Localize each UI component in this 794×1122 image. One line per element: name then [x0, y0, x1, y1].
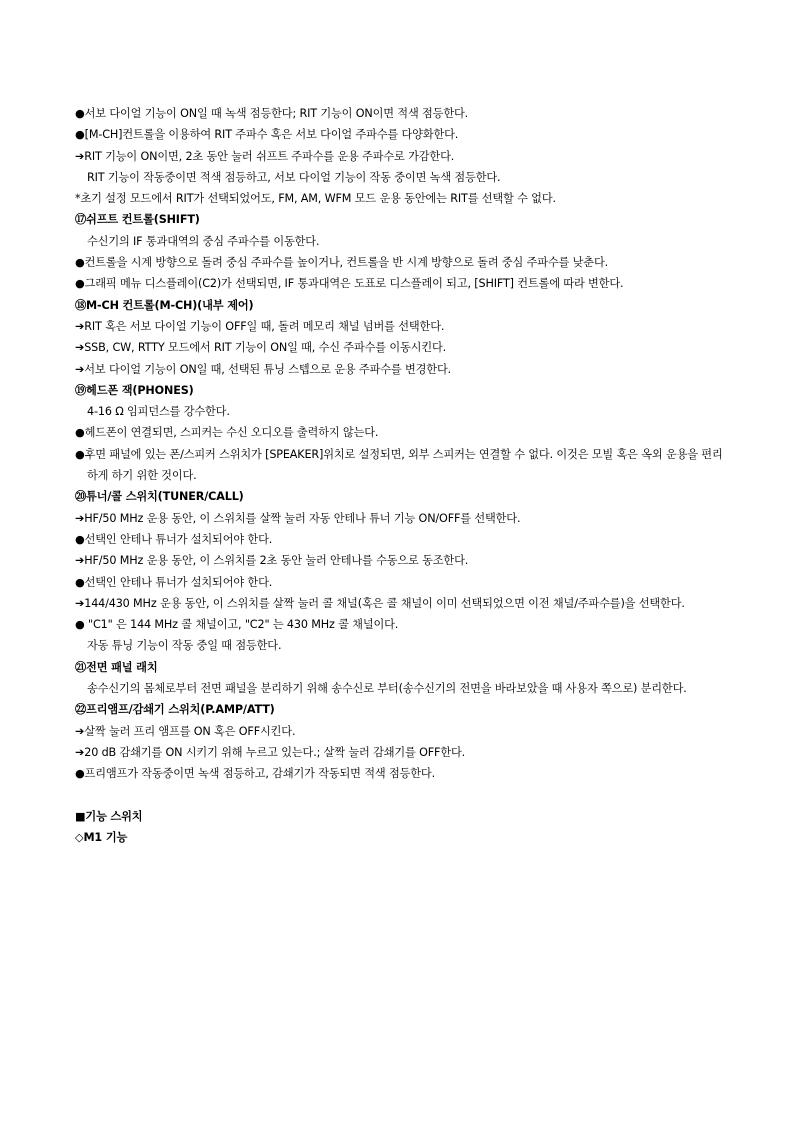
text-paragraph: 송수신기의 몸체로부터 전면 패널을 분리하기 위해 송수신로 부터(송수신기의 전면을 바라보았을 때 사용자 쪽으로) 분리한다. [87, 682, 687, 696]
text-paragraph: ●컨트롤을 시계 방향으로 돌려 중심 주파수를 높이거나, 컨트롤을 반 시계 방향으로 돌려 중심 주파수를 낮춘다. [75, 256, 609, 270]
section-heading-tuner-call: ⑳튜너/콜 스위치(TUNER/CALL) [75, 490, 244, 504]
text-line: ➔SSB, CW, RTTY 모드에서 RIT 기능이 ON일 때, 수신 주파수를 이동시킨다. [75, 341, 447, 355]
section-heading-front-panel-latch: ㉑전면 패널 래치 [75, 660, 158, 674]
text-line: *초기 설정 모드에서 RIT가 선택되었어도, FM, AM, WFM 모드 운용 동안에는 RIT를 선택할 수 없다. [75, 192, 556, 206]
text-line: ➔HF/50 MHz 운용 동안, 이 스위치를 2초 동안 눌러 안테나를 수동으로 동조한다. [75, 554, 469, 568]
subsection-heading-m1: ◇M1 기능 [75, 831, 128, 845]
text-line: 수신기의 IF 통과대역의 중심 주파수를 이동한다. [87, 234, 320, 248]
text-line: ➔RIT 기능이 ON이면, 2초 동안 눌러 쉬프트 주파수를 운용 주파수로 가감한다. [75, 149, 455, 163]
text-line: 자동 튜닝 기능이 작동 중일 때 점등한다. [87, 639, 282, 653]
text-line: ➔살짝 눌러 프리 앰프를 ON 혹은 OFF시킨다. [75, 724, 296, 738]
text-line: ➔HF/50 MHz 운용 동안, 이 스위치를 살짝 눌러 자동 안테나 튜너 기능 ON/OFF를 선택한다. [75, 511, 521, 525]
text-line: ➔20 dB 감쇄기를 ON 시키기 위해 누르고 있는다.; 살짝 눌러 감쇄기를 OFF한다. [75, 745, 466, 759]
text-line: ●[M-CH]컨트롤을 이용하여 RIT 주파수 혹은 서보 다이얼 주파수를 다양화한다. [75, 128, 459, 142]
text-line: 4-16 Ω 임피던스를 강수한다. [87, 405, 230, 419]
text-line: RIT 기능이 작동중이면 적색 점등하고, 서보 다이얼 기능이 작동 중이면 녹색 점등한다. [87, 170, 501, 184]
text-line: ●프리앰프가 작동중이면 녹색 점등하고, 감쇄기가 작동되면 적색 점등한다. [75, 767, 435, 781]
section-heading-preamp-att: ㉒프리앰프/감쇄기 스위치(P.AMP/ATT) [75, 703, 275, 717]
text-line: ● "C1" 은 144 MHz 콜 채널이고, "C2" 는 430 MHz 콜 채널이다. [75, 618, 399, 632]
text-line: ●헤드폰이 연결되면, 스피커는 수신 오디오를 출력하지 않는다. [75, 426, 379, 440]
text-paragraph: ●그래픽 메뉴 디스플레이(C2)가 선택되면, IF 통과대역은 도표로 디스플레이 되고, [SHIFT] 컨트롤에 따라 변한다. [75, 277, 624, 291]
text-line: ●선택인 안테나 튜너가 설치되어야 한다. [75, 532, 273, 546]
section-heading-phones: ⑲헤드폰 잭(PHONES) [75, 383, 194, 397]
text-paragraph: ●후면 패널에 있는 폰/스피커 스위치가 [SPEAKER]위치로 설정되면, 외부 스피커는 연결할 수 없다. 이것은 모빌 혹은 옥외 운용을 편리하게 하기 위한 것이다. [75, 447, 723, 483]
section-heading-shift: ⑰쉬프트 컨트롤(SHIFT) [75, 213, 200, 227]
text-line: ➔RIT 혹은 서보 다이얼 기능이 OFF일 때, 돌려 메모리 채널 넘버를 선택한다. [75, 319, 445, 333]
text-paragraph: ➔144/430 MHz 운용 동안, 이 스위치를 살짝 눌러 콜 채널(혹은 콜 채널이 이미 선택되었으면 이전 채널/주파수를)을 선택한다. [75, 596, 685, 610]
document-body [75, 103, 725, 848]
text-line: ➔서보 다이얼 기능이 ON일 때, 선택된 튜닝 스텝으로 운용 주파수를 변경한다. [75, 362, 452, 376]
text-line: ●서보 다이얼 기능이 ON일 때 녹색 점등한다; RIT 기능이 ON이면 적색 점등한다. [75, 107, 469, 120]
text-line: ●선택인 안테나 튜너가 설치되어야 한다. [75, 575, 273, 589]
section-heading-m-ch: ⑱M-CH 컨트롤(M-CH)(내부 제어) [75, 298, 254, 312]
blank-line [75, 785, 725, 806]
section-heading-function-switch: ■기능 스위치 [75, 809, 143, 823]
